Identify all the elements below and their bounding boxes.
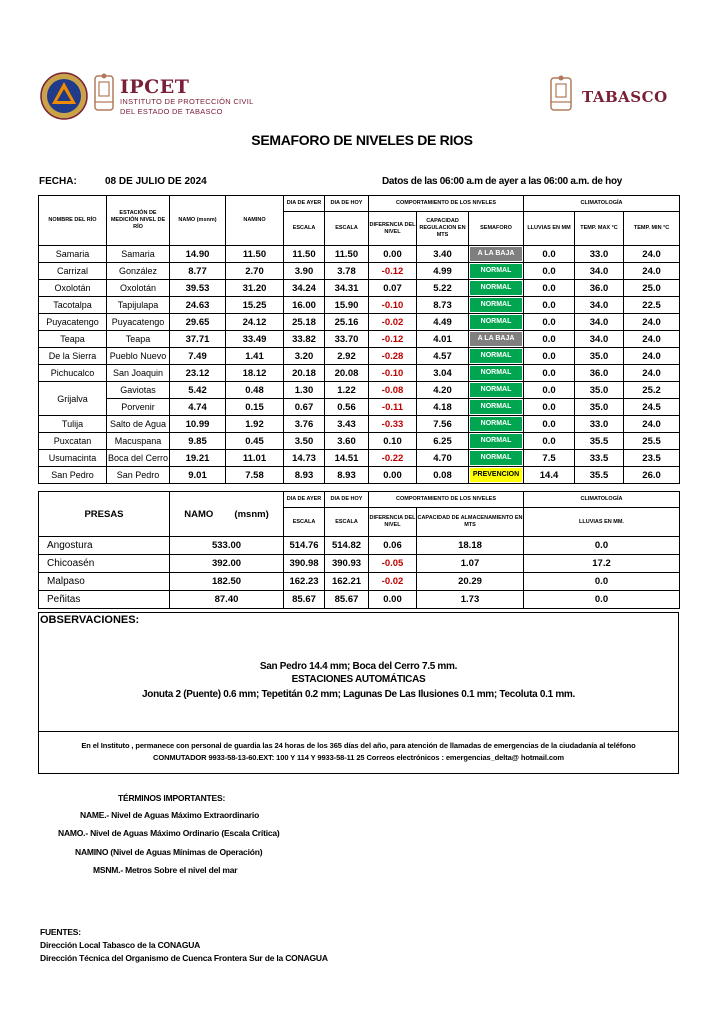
cell-hoy: 20.08 — [325, 365, 369, 382]
cell-ayer: 33.82 — [284, 331, 325, 348]
status-badge: PREVENCION — [470, 468, 522, 482]
cell-presa-hoy: 162.21 — [325, 573, 369, 591]
org-subtitle — [120, 97, 254, 117]
cell-presa-cap: 1.73 — [417, 591, 524, 609]
cell-hoy: 25.16 — [325, 314, 369, 331]
status-badge: NORMAL — [470, 383, 522, 397]
tabasco-emblem-icon — [548, 74, 574, 114]
cell-tmin: 24.0 — [624, 331, 680, 348]
cell-presa-nombre: Chicoasén — [39, 555, 170, 573]
table-row — [39, 314, 680, 331]
cell-namino: 0.45 — [226, 433, 284, 450]
cell-dif: 0.00 — [369, 467, 417, 484]
cell-hoy: 0.56 — [325, 399, 369, 416]
cell-estacion: Tapijulapa — [107, 297, 170, 314]
table-row — [39, 348, 680, 365]
cell-semaforo — [469, 399, 524, 416]
cell-rio: De la Sierra — [39, 348, 107, 365]
cell-presa-dif: 0.00 — [369, 591, 417, 609]
cell-semaforo — [469, 263, 524, 280]
cell-namino: 7.58 — [226, 467, 284, 484]
cell-estacion: Salto de Agua — [107, 416, 170, 433]
cell-tmax: 33.5 — [575, 450, 624, 467]
cell-ayer: 8.93 — [284, 467, 325, 484]
cell-dif: -0.10 — [369, 365, 417, 382]
cell-hoy: 2.92 — [325, 348, 369, 365]
cell-namo: 37.71 — [170, 331, 226, 348]
cell-namino: 15.25 — [226, 297, 284, 314]
cell-tmin: 22.5 — [624, 297, 680, 314]
cell-presa-nombre: Malpaso — [39, 573, 170, 591]
cell-namino: 2.70 — [226, 263, 284, 280]
cell-estacion: San Pedro — [107, 467, 170, 484]
hdr-namo: NAMO (msnm) — [170, 196, 226, 246]
cell-ayer: 3.50 — [284, 433, 325, 450]
cell-hoy: 3.43 — [325, 416, 369, 433]
cell-tmin: 24.0 — [624, 263, 680, 280]
table-row — [39, 537, 680, 555]
hdr-presas-namo-label: NAMO — [184, 508, 214, 520]
cell-presa-hoy: 390.93 — [325, 555, 369, 573]
cell-hoy: 34.31 — [325, 280, 369, 297]
cell-lluvia: 0.0 — [524, 399, 575, 416]
cell-estacion: Porvenir — [107, 399, 170, 416]
cell-cap: 8.73 — [417, 297, 469, 314]
table-row — [39, 573, 680, 591]
termino-namo: NAMO.- Nivel de Aguas Máximo Ordinario (Escala Crítica) — [58, 828, 280, 838]
observaciones-line2: ESTACIONES AUTOMÁTICAS — [291, 674, 426, 685]
cell-estacion: Teapa — [107, 331, 170, 348]
table-row — [39, 399, 680, 416]
cell-lluvia: 0.0 — [524, 416, 575, 433]
hdr-presas-diferencia: DIFERENCIA DEL NIVEL — [369, 508, 417, 537]
cell-rio: Grijalva — [39, 382, 107, 416]
cell-tmax: 36.0 — [575, 365, 624, 382]
cell-tmin: 24.0 — [624, 246, 680, 263]
cell-semaforo — [469, 467, 524, 484]
cell-tmax: 33.0 — [575, 246, 624, 263]
cell-namo: 23.12 — [170, 365, 226, 382]
status-badge: NORMAL — [470, 298, 522, 312]
cell-cap: 7.56 — [417, 416, 469, 433]
cell-ayer: 1.30 — [284, 382, 325, 399]
cell-semaforo — [469, 348, 524, 365]
cell-rio: Tulija — [39, 416, 107, 433]
cell-tmax: 35.0 — [575, 348, 624, 365]
cell-lluvia: 0.0 — [524, 246, 575, 263]
cell-presa-dif: -0.02 — [369, 573, 417, 591]
cell-lluvia: 14.4 — [524, 467, 575, 484]
cell-dif: -0.02 — [369, 314, 417, 331]
cell-tmax: 34.0 — [575, 297, 624, 314]
hdr-presas-namo — [170, 492, 284, 537]
cell-namino: 11.50 — [226, 246, 284, 263]
cell-semaforo — [469, 331, 524, 348]
table-row — [39, 246, 680, 263]
hdr-presas-capacidad: CAPACIDAD DE ALMACENAMIENTO EN MTS — [417, 508, 524, 537]
hdr-estacion: ESTACIÓN DE MEDICIÓN NIVEL DE RÍO — [107, 196, 170, 246]
cell-tmin: 23.5 — [624, 450, 680, 467]
table-row — [39, 331, 680, 348]
cell-estacion: Oxolotán — [107, 280, 170, 297]
cell-tmin: 25.2 — [624, 382, 680, 399]
cell-presa-namo: 392.00 — [170, 555, 284, 573]
status-badge: NORMAL — [470, 434, 522, 448]
cell-estacion: Macuspana — [107, 433, 170, 450]
cell-estacion: Samaria — [107, 246, 170, 263]
cell-tmax: 34.0 — [575, 331, 624, 348]
fuente-2: Dirección Técnica del Organismo de Cuenca Frontera Sur de la CONAGUA — [40, 953, 328, 963]
cell-rio: Samaria — [39, 246, 107, 263]
hdr-presas-dia-hoy: DIA DE HOY — [325, 492, 369, 508]
cell-estacion: Pueblo Nuevo — [107, 348, 170, 365]
institute-contact: CONMUTADOR 9933-58-13-60.EXT: 100 Y 114 Y 9933-58-11 25 Correos electrónicos : emergencias_delta@ hotmail.com — [153, 753, 564, 762]
cell-namino: 0.48 — [226, 382, 284, 399]
cell-tmax: 35.0 — [575, 382, 624, 399]
fuentes-title: FUENTES: — [40, 927, 81, 937]
cell-semaforo — [469, 365, 524, 382]
hdr-escala-ayer: ESCALA — [284, 212, 325, 246]
cell-presa-ayer: 85.67 — [284, 591, 325, 609]
fecha-value: 08 DE JULIO DE 2024 — [105, 176, 207, 187]
cell-rio: Tacotalpa — [39, 297, 107, 314]
org-subtitle-line2: DEL ESTADO DE TABASCO — [120, 107, 223, 116]
ipcet-shield-logo — [40, 72, 88, 120]
hdr-dia-hoy: DIA DE HOY — [325, 196, 369, 212]
cell-presa-namo: 533.00 — [170, 537, 284, 555]
termino-name: NAME.- Nivel de Aguas Máximo Extraordinario — [80, 810, 260, 820]
cell-cap: 3.04 — [417, 365, 469, 382]
hdr-capacidad: CAPACIDAD REGULACION EN MTS — [417, 212, 469, 246]
cell-namino: 0.15 — [226, 399, 284, 416]
status-badge: NORMAL — [470, 451, 522, 465]
table-row — [39, 555, 680, 573]
cell-rio: Puyacatengo — [39, 314, 107, 331]
rios-table — [38, 195, 680, 484]
cell-dif: -0.12 — [369, 263, 417, 280]
cell-presa-dif: -0.05 — [369, 555, 417, 573]
cell-presa-hoy: 514.82 — [325, 537, 369, 555]
cell-namo: 39.53 — [170, 280, 226, 297]
cell-lluvia: 0.0 — [524, 263, 575, 280]
cell-lluvia: 0.0 — [524, 314, 575, 331]
cell-ayer: 3.90 — [284, 263, 325, 280]
cell-lluvia: 0.0 — [524, 280, 575, 297]
fecha-label: FECHA: — [39, 176, 77, 187]
cell-ayer: 14.73 — [284, 450, 325, 467]
cell-estacion: Puyacatengo — [107, 314, 170, 331]
table-row — [39, 263, 680, 280]
hdr-presas-climatologia: CLIMATOLOGÍA — [524, 492, 680, 508]
hdr-presas: PRESAS — [39, 492, 170, 537]
cell-ayer: 16.00 — [284, 297, 325, 314]
cell-tmin: 24.0 — [624, 348, 680, 365]
cell-hoy: 14.51 — [325, 450, 369, 467]
hdr-presas-escala-hoy: ESCALA — [325, 508, 369, 537]
hdr-presas-lluvias: LLUVIAS EN MM. — [524, 508, 680, 537]
hdr-climatologia: CLIMATOLOGÍA — [524, 196, 680, 212]
cell-dif: -0.10 — [369, 297, 417, 314]
cell-tmax: 35.0 — [575, 399, 624, 416]
cell-namo: 10.99 — [170, 416, 226, 433]
cell-estacion: González — [107, 263, 170, 280]
cell-tmin: 24.0 — [624, 314, 680, 331]
cell-rio: Carrizal — [39, 263, 107, 280]
table-row — [39, 433, 680, 450]
cell-namino: 24.12 — [226, 314, 284, 331]
cell-presa-cap: 1.07 — [417, 555, 524, 573]
cell-namo: 29.65 — [170, 314, 226, 331]
tabasco-emblem-left — [92, 72, 116, 116]
cell-cap: 4.70 — [417, 450, 469, 467]
cell-cap: 4.57 — [417, 348, 469, 365]
cell-presa-ayer: 162.23 — [284, 573, 325, 591]
cell-namino: 18.12 — [226, 365, 284, 382]
cell-namo: 9.01 — [170, 467, 226, 484]
cell-semaforo — [469, 433, 524, 450]
cell-tmax: 34.0 — [575, 314, 624, 331]
cell-tmin: 25.0 — [624, 280, 680, 297]
cell-tmax: 33.0 — [575, 416, 624, 433]
cell-lluvia: 7.5 — [524, 450, 575, 467]
hdr-tmax: TEMP. MAX °C — [575, 212, 624, 246]
cell-presa-cap: 18.18 — [417, 537, 524, 555]
cell-dif: -0.11 — [369, 399, 417, 416]
hdr-escala-hoy: ESCALA — [325, 212, 369, 246]
cell-lluvia: 0.0 — [524, 365, 575, 382]
table-row — [39, 382, 680, 399]
hdr-presas-comportamiento: COMPORTAMIENTO DE LOS NIVELES — [369, 492, 524, 508]
cell-semaforo — [469, 450, 524, 467]
cell-hoy: 3.60 — [325, 433, 369, 450]
cell-cap: 4.18 — [417, 399, 469, 416]
cell-presa-lluvia: 0.0 — [524, 591, 680, 609]
cell-lluvia: 0.0 — [524, 433, 575, 450]
cell-estacion: San Joaquin — [107, 365, 170, 382]
cell-namo: 9.85 — [170, 433, 226, 450]
cell-dif: 0.00 — [369, 246, 417, 263]
cell-cap: 0.08 — [417, 467, 469, 484]
hdr-nombre: NOMBRE DEL RÍO — [39, 196, 107, 246]
cell-tmax: 35.5 — [575, 433, 624, 450]
table-row — [39, 591, 680, 609]
table-row — [39, 297, 680, 314]
cell-semaforo — [469, 280, 524, 297]
status-badge: NORMAL — [470, 264, 522, 278]
terminos-title: TÉRMINOS IMPORTANTES: — [118, 793, 226, 803]
cell-tmax: 35.5 — [575, 467, 624, 484]
cell-cap: 4.20 — [417, 382, 469, 399]
cell-tmin: 24.0 — [624, 416, 680, 433]
table-row — [39, 416, 680, 433]
cell-namo: 7.49 — [170, 348, 226, 365]
cell-presa-ayer: 390.98 — [284, 555, 325, 573]
cell-namo: 4.74 — [170, 399, 226, 416]
cell-lluvia: 0.0 — [524, 382, 575, 399]
hdr-dia-ayer: DIA DE AYER — [284, 196, 325, 212]
cell-namino: 33.49 — [226, 331, 284, 348]
cell-ayer: 11.50 — [284, 246, 325, 263]
cell-rio: Teapa — [39, 331, 107, 348]
cell-tmin: 24.5 — [624, 399, 680, 416]
table-row — [39, 365, 680, 382]
cell-lluvia: 0.0 — [524, 331, 575, 348]
cell-namino: 1.41 — [226, 348, 284, 365]
cell-presa-nombre: Angostura — [39, 537, 170, 555]
cell-rio: San Pedro — [39, 467, 107, 484]
cell-lluvia: 0.0 — [524, 348, 575, 365]
cell-dif: -0.12 — [369, 331, 417, 348]
hdr-namino: NAMINO — [226, 196, 284, 246]
cell-rio: Pichucalco — [39, 365, 107, 382]
fuente-1: Dirección Local Tabasco de la CONAGUA — [40, 940, 201, 950]
cell-estacion: Gaviotas — [107, 382, 170, 399]
cell-namino: 1.92 — [226, 416, 284, 433]
cell-cap: 4.99 — [417, 263, 469, 280]
hdr-presas-escala-ayer: ESCALA — [284, 508, 325, 537]
cell-presa-namo: 87.40 — [170, 591, 284, 609]
cell-namo: 19.21 — [170, 450, 226, 467]
cell-rio: Usumacinta — [39, 450, 107, 467]
cell-ayer: 25.18 — [284, 314, 325, 331]
cell-cap: 3.40 — [417, 246, 469, 263]
cell-tmin: 26.0 — [624, 467, 680, 484]
cell-semaforo — [469, 416, 524, 433]
institute-notice: En el Instituto , permanece con personal de guardia las 24 horas de los 365 días del año, para atención de llamadas de emergencias de la ciudadanía al teléfono — [81, 741, 636, 750]
table-row — [39, 450, 680, 467]
cell-presa-namo: 182.50 — [170, 573, 284, 591]
cell-namo: 14.90 — [170, 246, 226, 263]
cell-namo: 8.77 — [170, 263, 226, 280]
cell-hoy: 15.90 — [325, 297, 369, 314]
cell-dif: 0.10 — [369, 433, 417, 450]
cell-ayer: 3.20 — [284, 348, 325, 365]
hdr-semaforo: SEMAFORO — [469, 212, 524, 246]
status-badge: NORMAL — [470, 315, 522, 329]
table-row — [39, 280, 680, 297]
cell-ayer: 34.24 — [284, 280, 325, 297]
cell-presa-ayer: 514.76 — [284, 537, 325, 555]
cell-cap: 4.49 — [417, 314, 469, 331]
cell-rio: Oxolotán — [39, 280, 107, 297]
cell-estacion: Boca del Cerro — [107, 450, 170, 467]
cell-presa-hoy: 85.67 — [325, 591, 369, 609]
hdr-comportamiento: COMPORTAMIENTO DE LOS NIVELES — [369, 196, 524, 212]
org-subtitle-line1: INSTITUTO DE PROTECCIÓN CIVIL — [120, 97, 254, 106]
cell-hoy: 11.50 — [325, 246, 369, 263]
cell-dif: -0.22 — [369, 450, 417, 467]
presas-table — [38, 491, 680, 609]
cell-presa-lluvia: 0.0 — [524, 537, 680, 555]
cell-ayer: 3.76 — [284, 416, 325, 433]
cell-semaforo — [469, 382, 524, 399]
cell-semaforo — [469, 246, 524, 263]
cell-presa-lluvia: 17.2 — [524, 555, 680, 573]
cell-tmax: 34.0 — [575, 263, 624, 280]
org-name: IPCET — [120, 76, 190, 98]
cell-ayer: 20.18 — [284, 365, 325, 382]
cell-hoy: 33.70 — [325, 331, 369, 348]
status-badge: NORMAL — [470, 349, 522, 363]
hdr-diferencia: DIFERENCIA DEL NIVEL — [369, 212, 417, 246]
cell-namo: 24.63 — [170, 297, 226, 314]
cell-lluvia: 0.0 — [524, 297, 575, 314]
cell-namino: 31.20 — [226, 280, 284, 297]
cell-cap: 6.25 — [417, 433, 469, 450]
cell-hoy: 1.22 — [325, 382, 369, 399]
status-badge: NORMAL — [470, 366, 522, 380]
cell-hoy: 3.78 — [325, 263, 369, 280]
cell-hoy: 8.93 — [325, 467, 369, 484]
status-badge: NORMAL — [470, 417, 522, 431]
state-name: TABASCO — [582, 88, 668, 106]
cell-tmin: 25.5 — [624, 433, 680, 450]
cell-dif: -0.08 — [369, 382, 417, 399]
table-row — [39, 467, 680, 484]
status-badge: A LA BAJA — [470, 247, 522, 261]
observaciones-divider — [38, 731, 679, 732]
cell-semaforo — [469, 297, 524, 314]
cell-cap: 5.22 — [417, 280, 469, 297]
cell-cap: 4.01 — [417, 331, 469, 348]
status-badge: A LA BAJA — [470, 332, 522, 346]
cell-namino: 11.01 — [226, 450, 284, 467]
cell-rio: Puxcatan — [39, 433, 107, 450]
observaciones-title: OBSERVACIONES: — [40, 614, 140, 626]
datos-period: Datos de las 06:00 a.m de ayer a las 06:00 a.m. de hoy — [382, 176, 623, 187]
cell-namo: 5.42 — [170, 382, 226, 399]
cell-dif: -0.28 — [369, 348, 417, 365]
observaciones-line1: San Pedro 14.4 mm; Boca del Cerro 7.5 mm. — [259, 661, 458, 672]
cell-presa-lluvia: 0.0 — [524, 573, 680, 591]
hdr-tmin: TEMP. MIN °C — [624, 212, 680, 246]
cell-tmax: 36.0 — [575, 280, 624, 297]
termino-namino: NAMINO (Nivel de Aguas Mínimas de Operación) — [75, 847, 263, 857]
cell-ayer: 0.67 — [284, 399, 325, 416]
cell-tmin: 24.0 — [624, 365, 680, 382]
status-badge: NORMAL — [470, 281, 522, 295]
cell-semaforo — [469, 314, 524, 331]
hdr-lluvias: LLUVIAS EN MM — [524, 212, 575, 246]
page-title: SEMAFORO DE NIVELES DE RIOS — [251, 132, 473, 148]
cell-presa-cap: 20.29 — [417, 573, 524, 591]
termino-msnm: MSNM.- Metros Sobre el nivel del mar — [93, 865, 238, 875]
cell-dif: 0.07 — [369, 280, 417, 297]
hdr-presas-msnm: (msnm) — [234, 508, 269, 520]
observaciones-line3: Jonuta 2 (Puente) 0.6 mm; Tepetitán 0.2 mm; Lagunas De Las Ilusiones 0.1 mm; Tecoluta 0.1 mm. — [142, 689, 575, 700]
hdr-presas-dia-ayer: DIA DE AYER — [284, 492, 325, 508]
cell-dif: -0.33 — [369, 416, 417, 433]
cell-presa-nombre: Peñitas — [39, 591, 170, 609]
cell-presa-dif: 0.06 — [369, 537, 417, 555]
status-badge: NORMAL — [470, 400, 522, 414]
